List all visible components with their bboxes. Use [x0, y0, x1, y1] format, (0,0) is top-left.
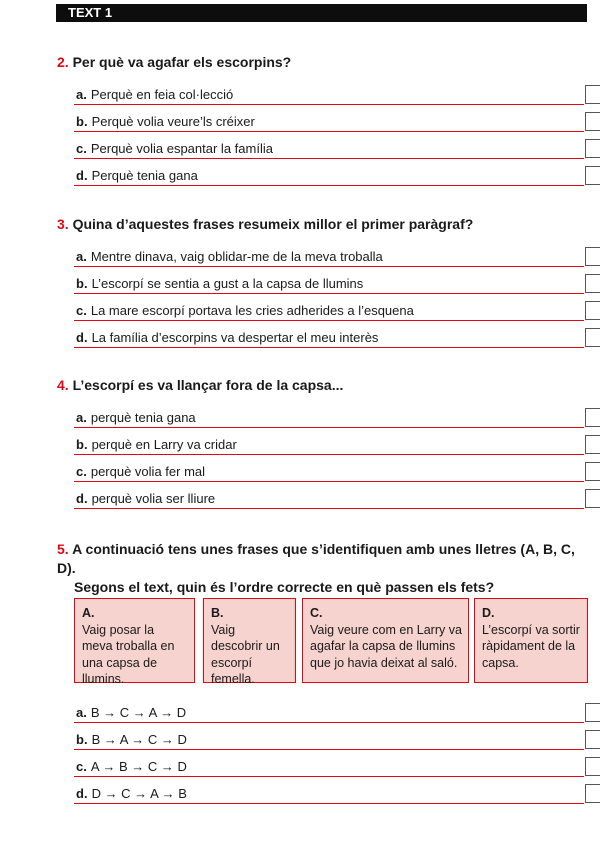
option-text: perquè volia fer mal	[90, 464, 206, 479]
question-number: 4.	[57, 377, 69, 393]
answer-checkbox[interactable]	[585, 139, 600, 158]
question-title	[57, 540, 590, 597]
card-text: L’escorpí va sortir ràpidament de la capsa.	[482, 622, 580, 670]
option-letter: b.	[76, 114, 88, 129]
option-text: Perquè en feia col·lecció	[90, 87, 234, 102]
answer-option[interactable]	[74, 723, 584, 750]
option-text: Mentre dinava, vaig oblidar-me de la meva troballa	[90, 249, 383, 264]
text-header	[56, 4, 587, 22]
answer-checkbox[interactable]	[585, 730, 600, 749]
answer-option[interactable]	[74, 321, 584, 348]
option-letter: b.	[76, 276, 88, 291]
option-text: perquè volia ser lliure	[91, 491, 216, 506]
answer-line	[74, 803, 584, 805]
question-2	[57, 53, 590, 186]
option-letter: a.	[76, 249, 87, 264]
answer-checkbox[interactable]	[585, 703, 600, 722]
option-text: Perquè volia veure’ls créixer	[91, 114, 255, 129]
question-number: 3.	[57, 216, 69, 232]
option-text: perquè en Larry va cridar	[91, 437, 237, 452]
answer-options	[57, 240, 590, 348]
event-card-d	[474, 598, 588, 683]
option-letter: c.	[76, 303, 87, 318]
answer-option[interactable]	[74, 750, 584, 777]
answer-checkbox[interactable]	[585, 112, 600, 131]
answer-option[interactable]	[74, 401, 584, 428]
answer-option[interactable]	[74, 105, 584, 132]
answer-option[interactable]	[74, 696, 584, 723]
answer-checkbox[interactable]	[585, 301, 600, 320]
text-header-title: TEXT 1	[68, 5, 113, 20]
option-text: Perquè volia espantar la família	[90, 141, 273, 156]
option-letter: b.	[76, 732, 88, 747]
question-text: Quina d’aquestes frases resumeix millor el primer paràgraf?	[72, 216, 474, 232]
answer-checkbox[interactable]	[585, 435, 600, 454]
option-letter: c.	[76, 464, 87, 479]
answer-option[interactable]	[74, 294, 584, 321]
card-letter: B.	[211, 606, 224, 620]
option-text: B → C → A → D	[90, 705, 187, 720]
answer-checkbox[interactable]	[585, 408, 600, 427]
answer-option[interactable]	[74, 240, 584, 267]
answer-checkbox[interactable]	[585, 757, 600, 776]
answer-option[interactable]	[74, 132, 584, 159]
card-letter: A.	[82, 606, 95, 620]
option-letter: d.	[76, 491, 88, 506]
answer-option[interactable]	[74, 428, 584, 455]
question-number: 2.	[57, 54, 69, 70]
card-letter: C.	[310, 606, 323, 620]
answer-checkbox[interactable]	[585, 462, 600, 481]
option-letter: b.	[76, 437, 88, 452]
answer-option[interactable]	[74, 78, 584, 105]
answer-option[interactable]	[74, 159, 584, 186]
event-card-b	[203, 598, 296, 686]
event-card-a	[74, 598, 195, 686]
card-text: Vaig posar la meva troballa en una capsa de llumins.	[82, 622, 175, 686]
question-number: 5.	[57, 541, 69, 557]
question-text-line2: Segons el text, quin és l’ordre correcte en què passen els fets?	[74, 579, 495, 595]
answer-option[interactable]	[74, 777, 584, 804]
answer-line	[74, 508, 584, 510]
option-letter: a.	[76, 705, 87, 720]
option-text: B → A → C → D	[91, 732, 187, 747]
option-text: Perquè tenia gana	[91, 168, 198, 183]
answer-checkbox[interactable]	[585, 85, 600, 104]
card-text: Vaig descobrir un escorpí femella.	[211, 622, 280, 686]
answer-option[interactable]	[74, 455, 584, 482]
question-title	[57, 53, 590, 72]
option-letter: a.	[76, 410, 87, 425]
option-text: La família d’escorpins va despertar el meu interès	[91, 330, 379, 345]
option-letter: d.	[76, 786, 88, 801]
card-text: Vaig veure com en Larry va agafar la capsa de llumins que jo havia deixat al saló.	[310, 622, 462, 670]
question-3	[57, 215, 590, 348]
answer-checkbox[interactable]	[585, 328, 600, 347]
answer-checkbox[interactable]	[585, 247, 600, 266]
question-text: L’escorpí es va llançar fora de la capsa...	[72, 377, 344, 393]
option-text: La mare escorpí portava les cries adherides a l’esquena	[90, 303, 414, 318]
question-title	[57, 215, 590, 234]
option-letter: c.	[76, 141, 87, 156]
question-text-line1: A continuació tens unes frases que s’identifiquen amb unes lletres (A, B, C, D).	[57, 541, 575, 576]
question-4	[57, 376, 590, 509]
answer-options	[57, 78, 590, 186]
answer-options	[57, 696, 590, 804]
question-text: Per què va agafar els escorpins?	[72, 54, 292, 70]
question-title	[57, 376, 590, 395]
option-text: A → B → C → D	[90, 759, 187, 774]
option-letter: d.	[76, 330, 88, 345]
answer-checkbox[interactable]	[585, 784, 600, 803]
answer-option[interactable]	[74, 267, 584, 294]
option-letter: c.	[76, 759, 87, 774]
event-card-c	[302, 598, 469, 683]
answer-checkbox[interactable]	[585, 274, 600, 293]
option-text: L’escorpí se sentia a gust a la capsa de llumins	[91, 276, 364, 291]
answer-checkbox[interactable]	[585, 489, 600, 508]
card-letter: D.	[482, 606, 495, 620]
answer-option[interactable]	[74, 482, 584, 509]
answer-options	[57, 401, 590, 509]
option-text: D → C → A → B	[91, 786, 187, 801]
question-5	[57, 540, 590, 597]
option-letter: a.	[76, 87, 87, 102]
option-text: perquè tenia gana	[90, 410, 196, 425]
answer-checkbox[interactable]	[585, 166, 600, 185]
option-letter: d.	[76, 168, 88, 183]
question-5-options	[57, 696, 590, 804]
answer-line	[74, 347, 584, 349]
event-cards	[74, 598, 589, 686]
answer-line	[74, 185, 584, 187]
